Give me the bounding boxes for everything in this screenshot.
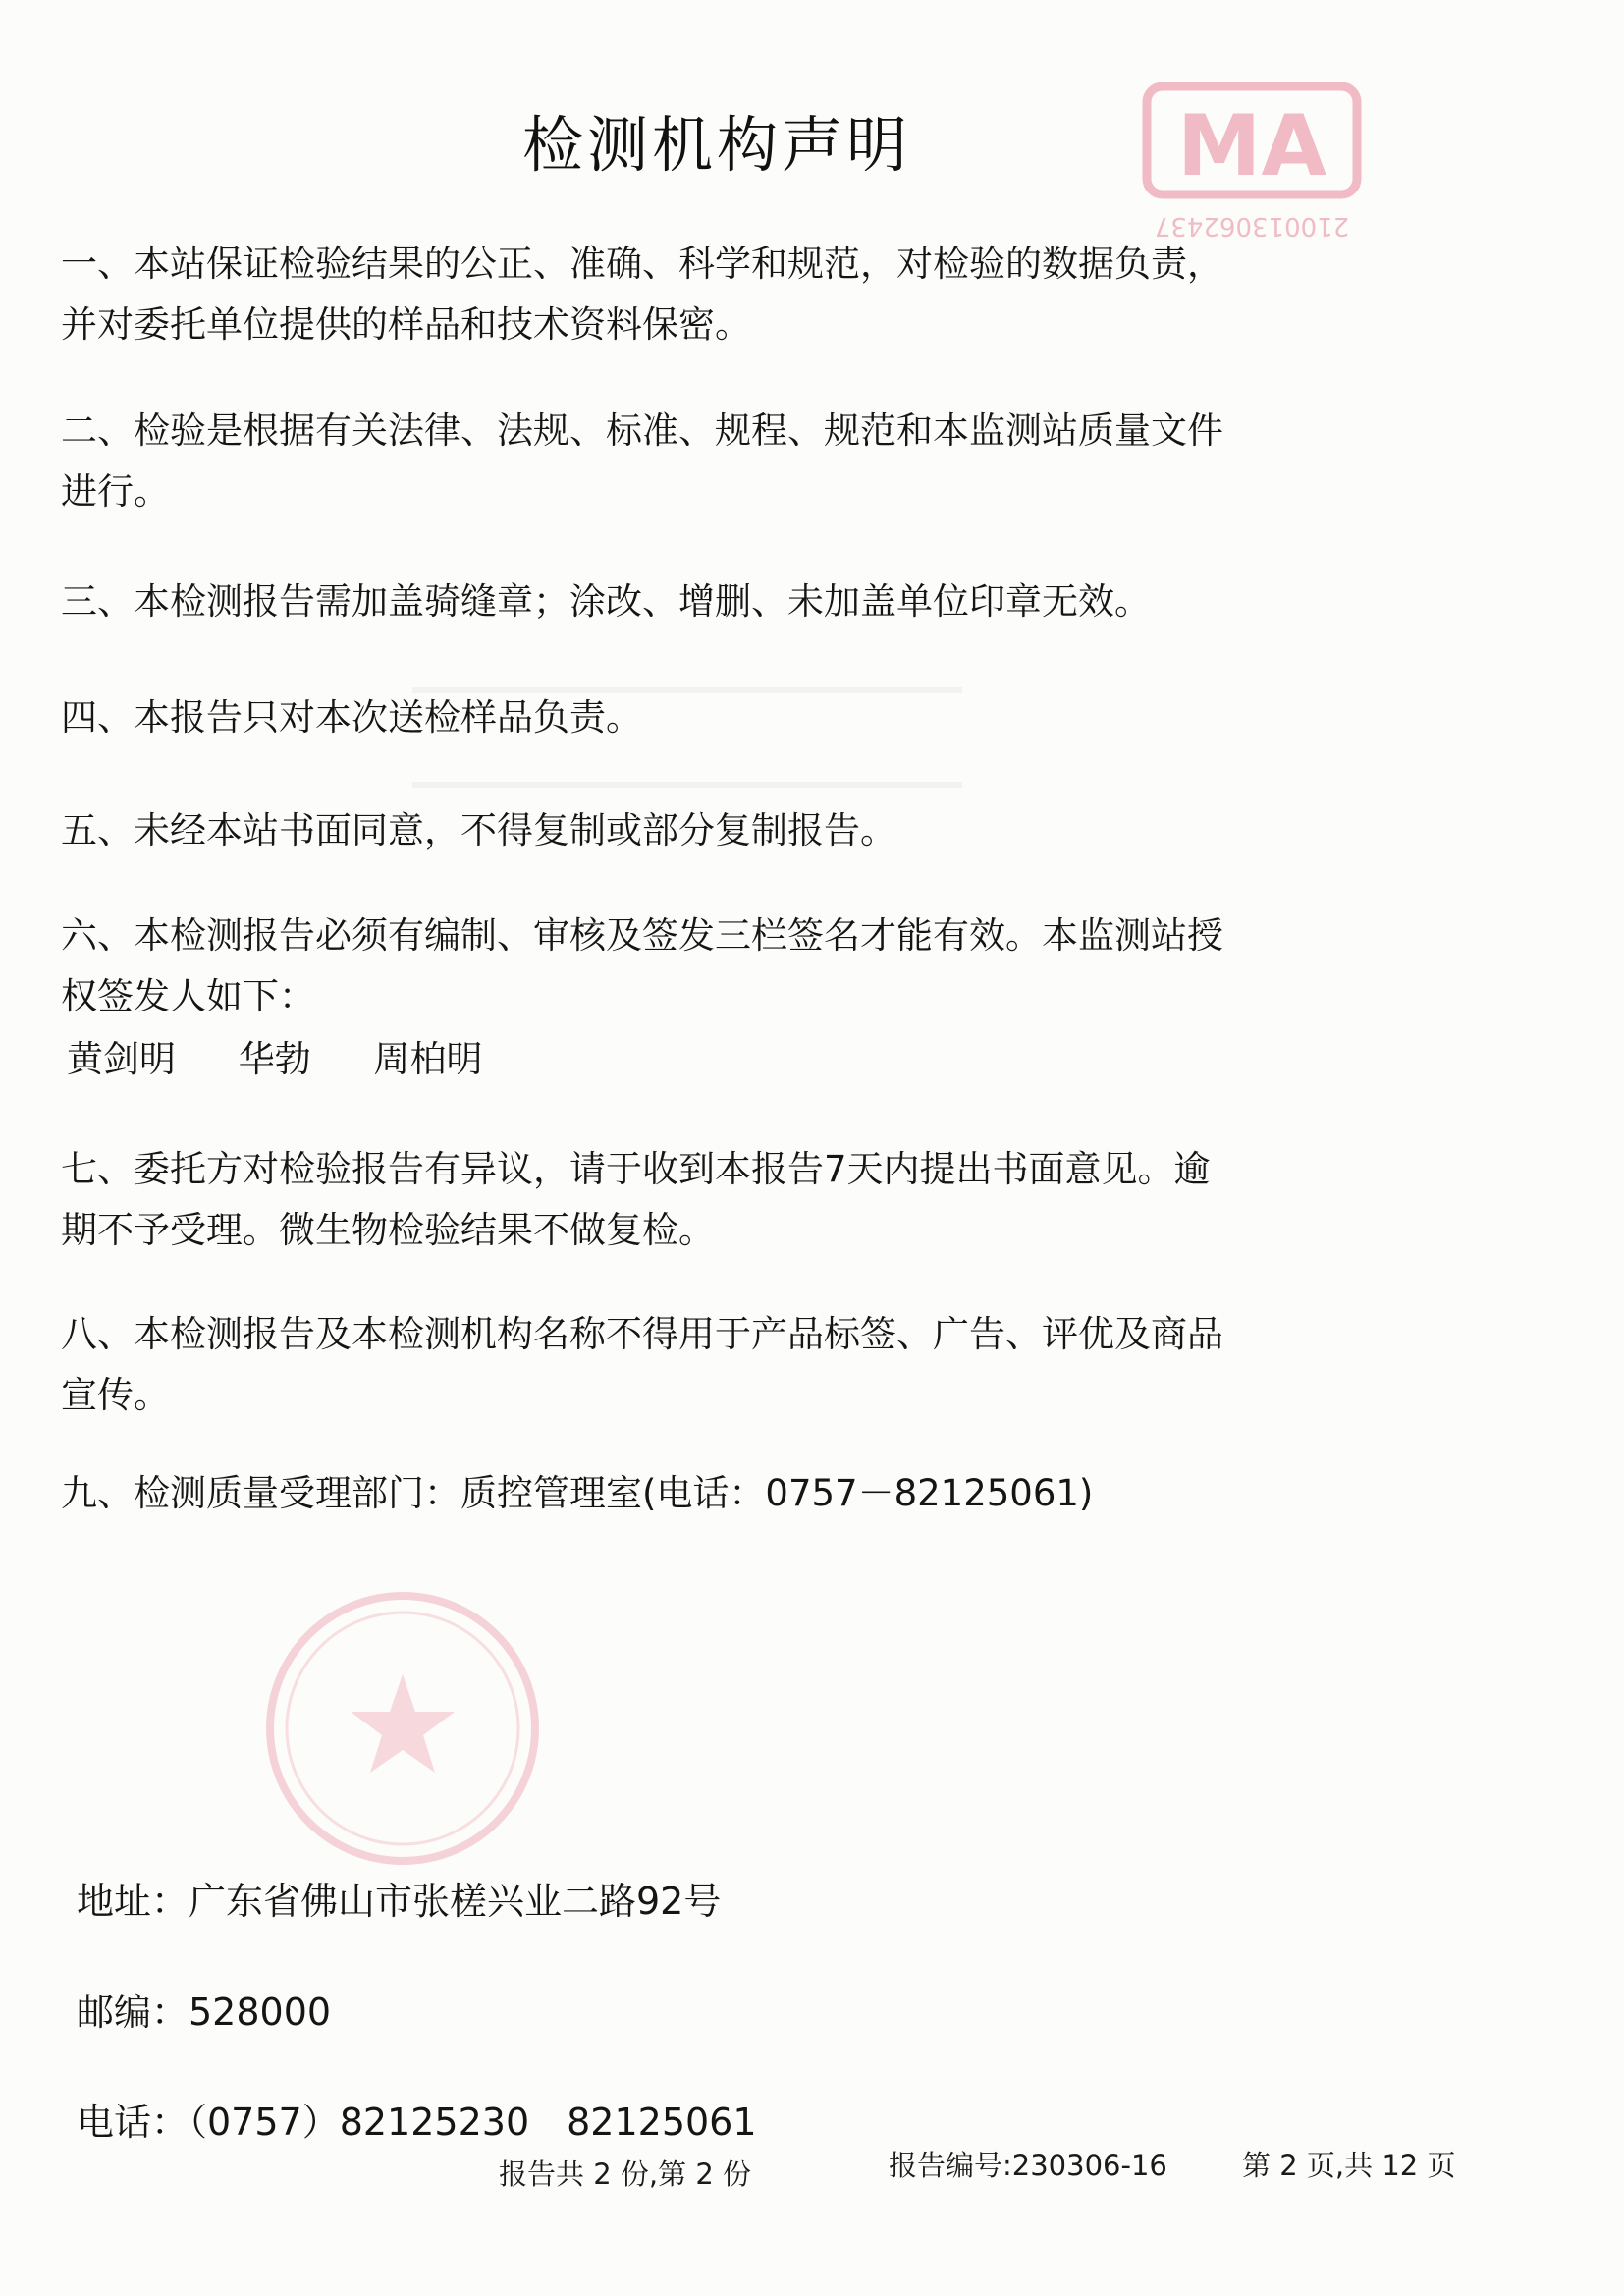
page-title: 检测机构声明 bbox=[521, 109, 911, 181]
seal-star-icon bbox=[351, 1674, 455, 1773]
clause-2: 二、检验是根据有关法律、法规、标准、规程、规范和本监测站质量文件 进行。 bbox=[61, 410, 1223, 513]
authorized-signers bbox=[67, 1029, 534, 1082]
footer-page-number: 第 2 页,共 12 页 bbox=[1242, 2149, 1456, 2182]
signer-name: 黄剑明 bbox=[67, 1038, 176, 1080]
cma-stamp-letters: MA bbox=[1176, 97, 1327, 195]
signer-name: 华勃 bbox=[238, 1038, 311, 1080]
clause-8: 八、本检测报告及本检测机构名称不得用于产品标签、广告、评优及商品 宣传。 bbox=[61, 1313, 1223, 1416]
footer-report-number: 报告编号:230306-16 bbox=[889, 2149, 1167, 2182]
clause-3: 三、本检测报告需加盖骑缝章；涂改、增删、未加盖单位印章无效。 bbox=[61, 580, 1151, 623]
clause-5: 五、未经本站书面同意，不得复制或部分复制报告。 bbox=[61, 809, 896, 851]
clause-7: 七、委托方对检验报告有异议，请于收到本报告7天内提出书面意见。逾 期不予受理。微生物检验结果不做复检。 bbox=[61, 1148, 1211, 1251]
clause-9: 九、检测质量受理部门：质控管理室(电话：0757－82125061) bbox=[61, 1472, 1094, 1514]
footer-copies: 报告共 2 份,第 2 份 bbox=[499, 2158, 751, 2191]
phone-line: 电话：（0757）82125230 82125061 bbox=[77, 2101, 757, 2144]
postcode-line: 邮编：528000 bbox=[77, 1991, 332, 2034]
cma-stamp-number: 210013062437 bbox=[1154, 211, 1350, 241]
clause-1: 一、本站保证检验结果的公正、准确、科学和规范，对检验的数据负责， 并对委托单位提供的样品和技术资料保密。 bbox=[61, 243, 1223, 346]
signer-name: 周柏明 bbox=[373, 1038, 483, 1080]
clause-4: 四、本报告只对本次送检样品负责。 bbox=[61, 696, 642, 738]
address-line: 地址：广东省佛山市张槎兴业二路92号 bbox=[77, 1880, 722, 1923]
official-seal-stamp bbox=[250, 1581, 555, 1876]
clause-6: 六、本检测报告必须有编制、审核及签发三栏签名才能有效。本监测站授 权签发人如下： bbox=[61, 914, 1223, 1017]
